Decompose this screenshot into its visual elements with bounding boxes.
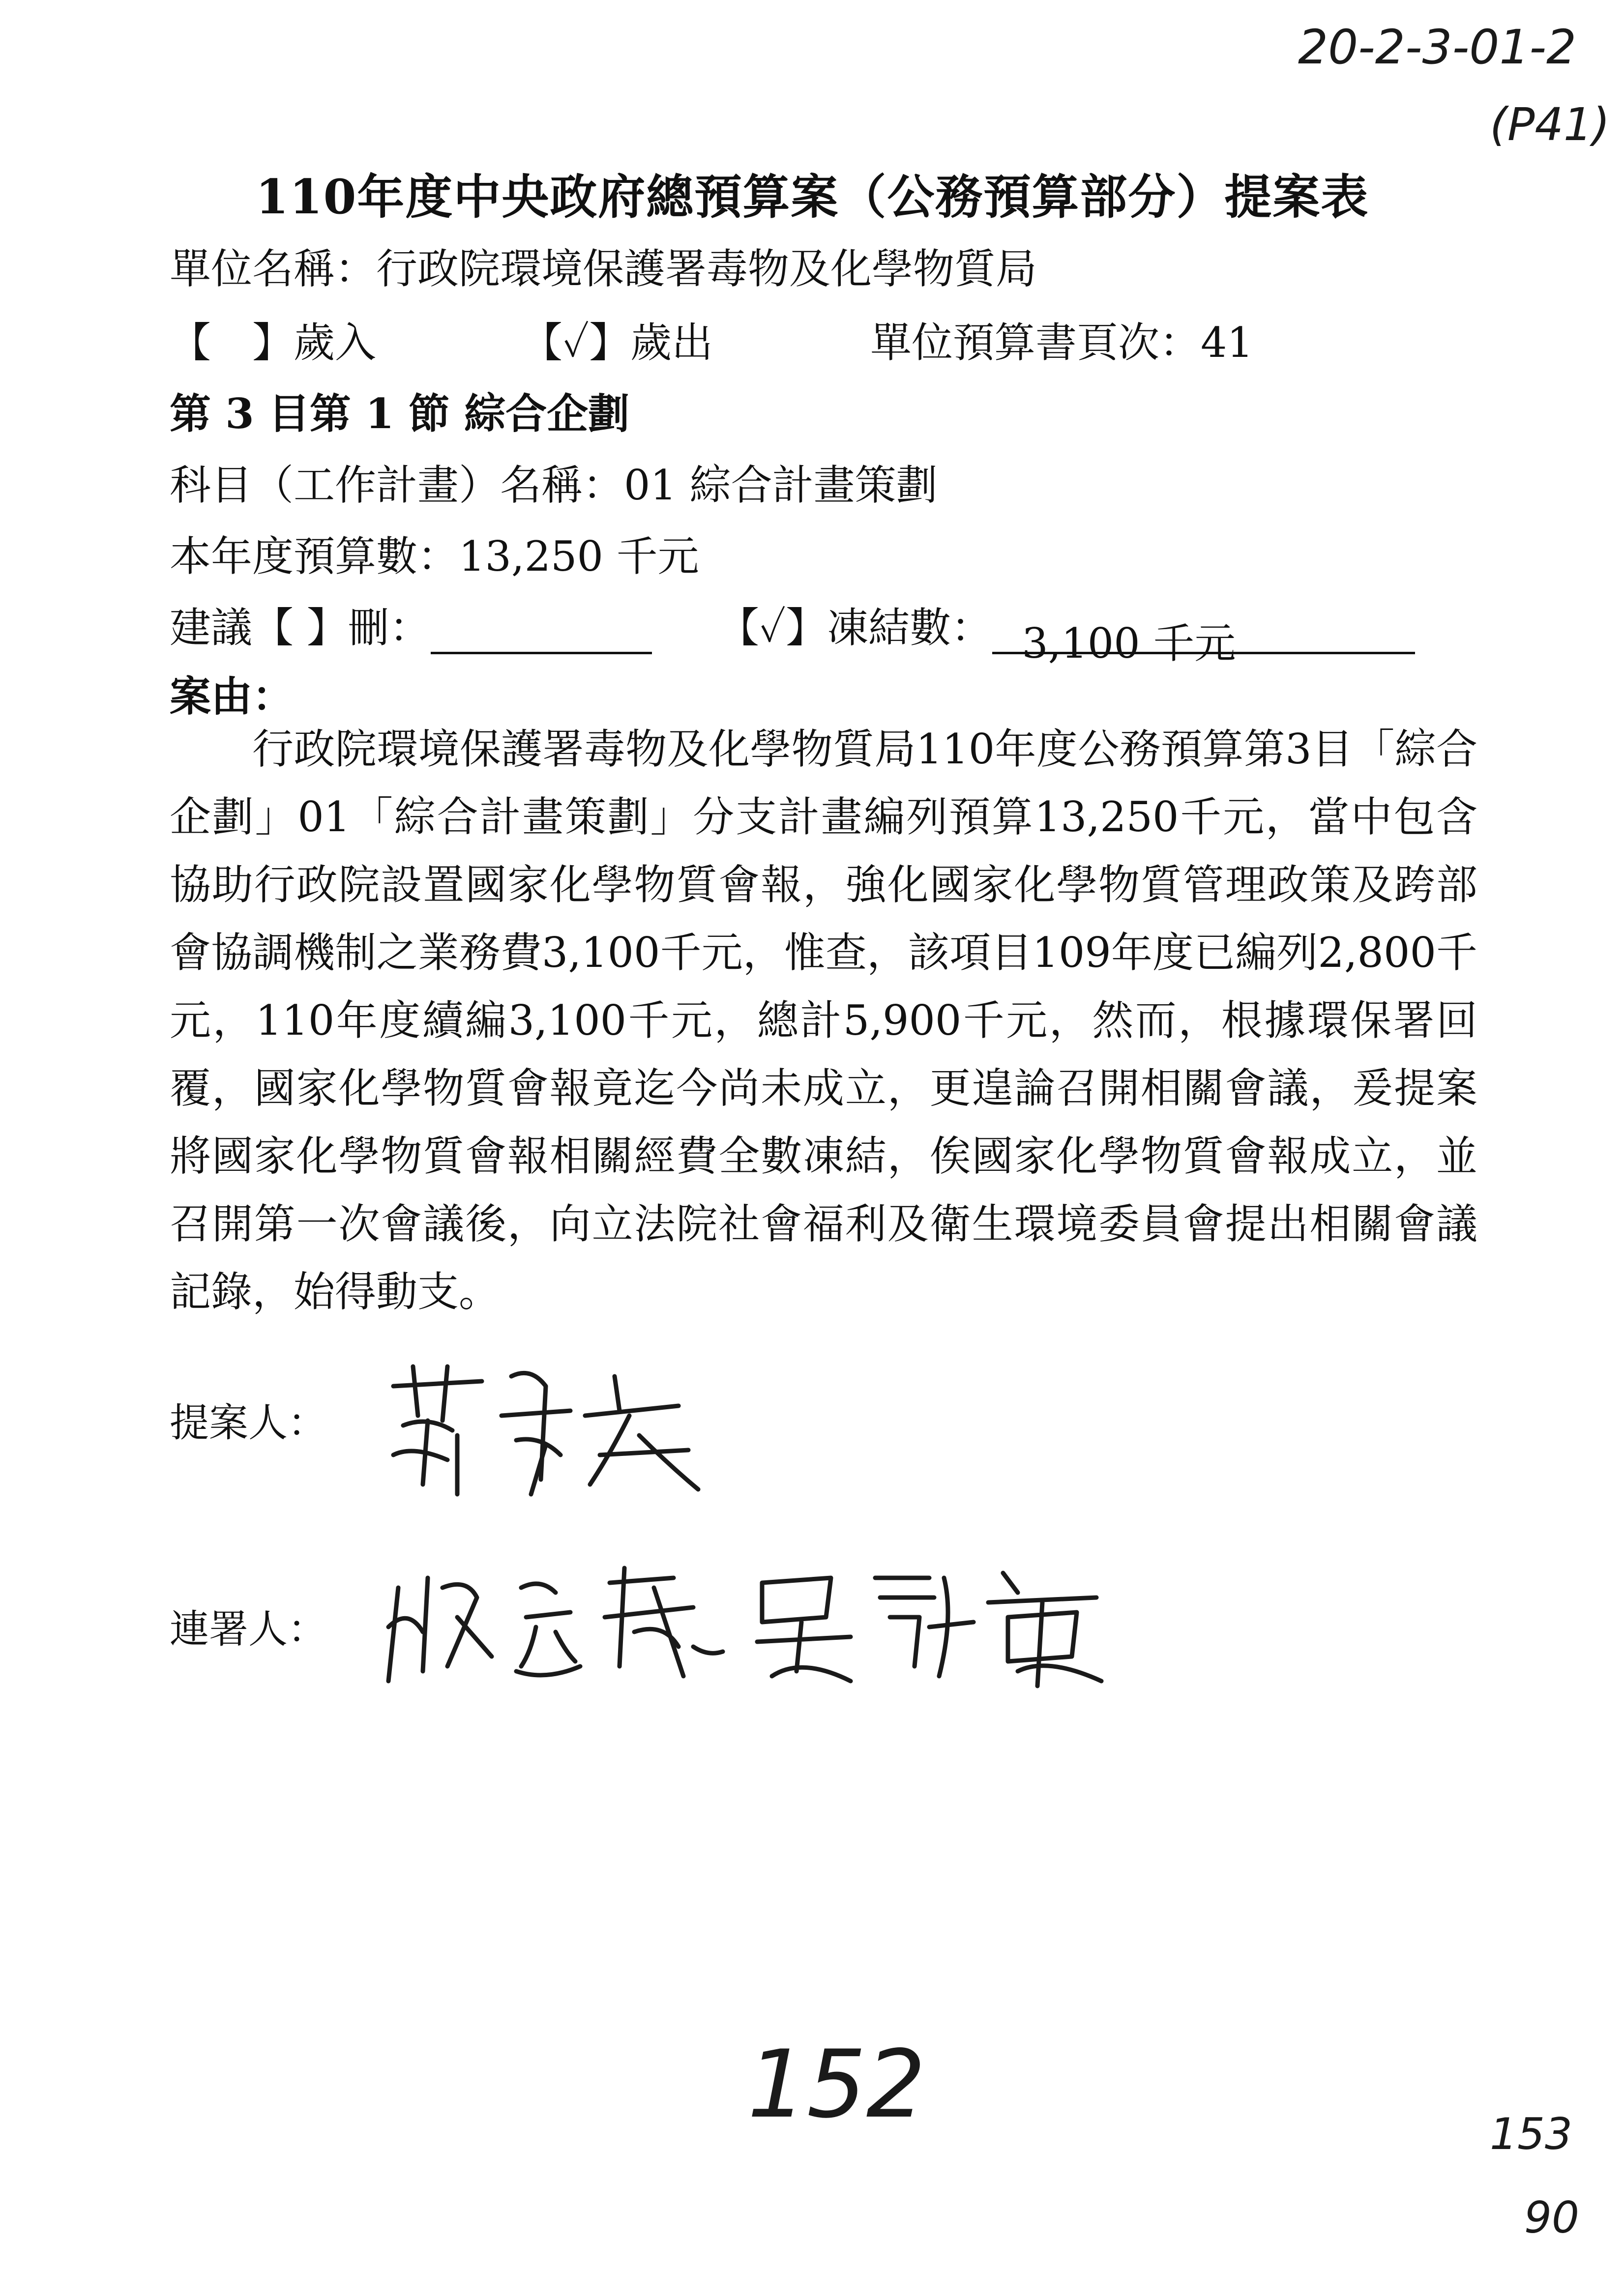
delete-amount-blank [431, 610, 652, 654]
form-title: 110年度中央政府總預算案（公務預算部分）提案表 [256, 169, 1369, 225]
suggest-delete-row [170, 595, 652, 654]
budget-amount: 本年度預算數：13,250 千元 [170, 532, 699, 581]
file-code-annotation: 20-2-3-01-2 [1298, 20, 1577, 75]
section-heading: 第 3 目第 1 節 綜合企劃 [170, 389, 630, 438]
revenue-checkbox: 【 】歲入 [170, 319, 377, 367]
proposer-label: 提案人： [170, 1400, 327, 1446]
cosigner-signature-1 [379, 1558, 733, 1696]
corner-note-1: 153 [1490, 2109, 1572, 2159]
page-number: 152 [747, 2030, 926, 2139]
expense-checkbox: 【✓】歲出 [521, 319, 713, 367]
reason-text: 行政院環境保護署毒物及化學物質局110年度公務預算第3目「綜合企劃」01「綜合計畫策劃」分支計畫編列預算13,250千元，當中包含協助行政院設置國家化學物質會報，強化國家化學物質管理政策及跨部會協調機制之業務費3,100千元，惟查，該項目109年度已編列2,800千元，110年度續編3,100千元，總計5,900千元，然而，根據環保署回覆，國家化學物質會報竟迄今尚未成立，更遑論召開相關會議，爰提案將國家化學物質會報相關經費全數凍結，俟國家化學物質會報成立，並召開第一次會議後，向立法院社會福利及衛生環境委員會提出相關會議記錄，始得動支。 [170, 725, 1477, 1316]
page-ref-annotation: (P41) [1490, 98, 1610, 151]
cosigner-signature-2 [742, 1558, 1116, 1691]
corner-note-2: 90 [1524, 2192, 1579, 2243]
reason-label: 案由： [170, 672, 294, 721]
unit-name: 單位名稱：行政院環境保護署毒物及化學物質局 [170, 245, 1037, 293]
suggest-label: 建議【 】刪： [170, 604, 431, 652]
budget-page-ref: 單位預算書頁次：41 [870, 319, 1253, 367]
subject-name: 科目（工作計畫）名稱：01 綜合計畫策劃 [170, 461, 938, 509]
cosigner-label: 連署人： [170, 1606, 327, 1652]
freeze-row [718, 595, 1415, 668]
freeze-label: 【✓】凍結數： [718, 604, 993, 652]
proposer-signature [384, 1357, 728, 1504]
freeze-amount: 3,100 千元 [992, 610, 1415, 654]
